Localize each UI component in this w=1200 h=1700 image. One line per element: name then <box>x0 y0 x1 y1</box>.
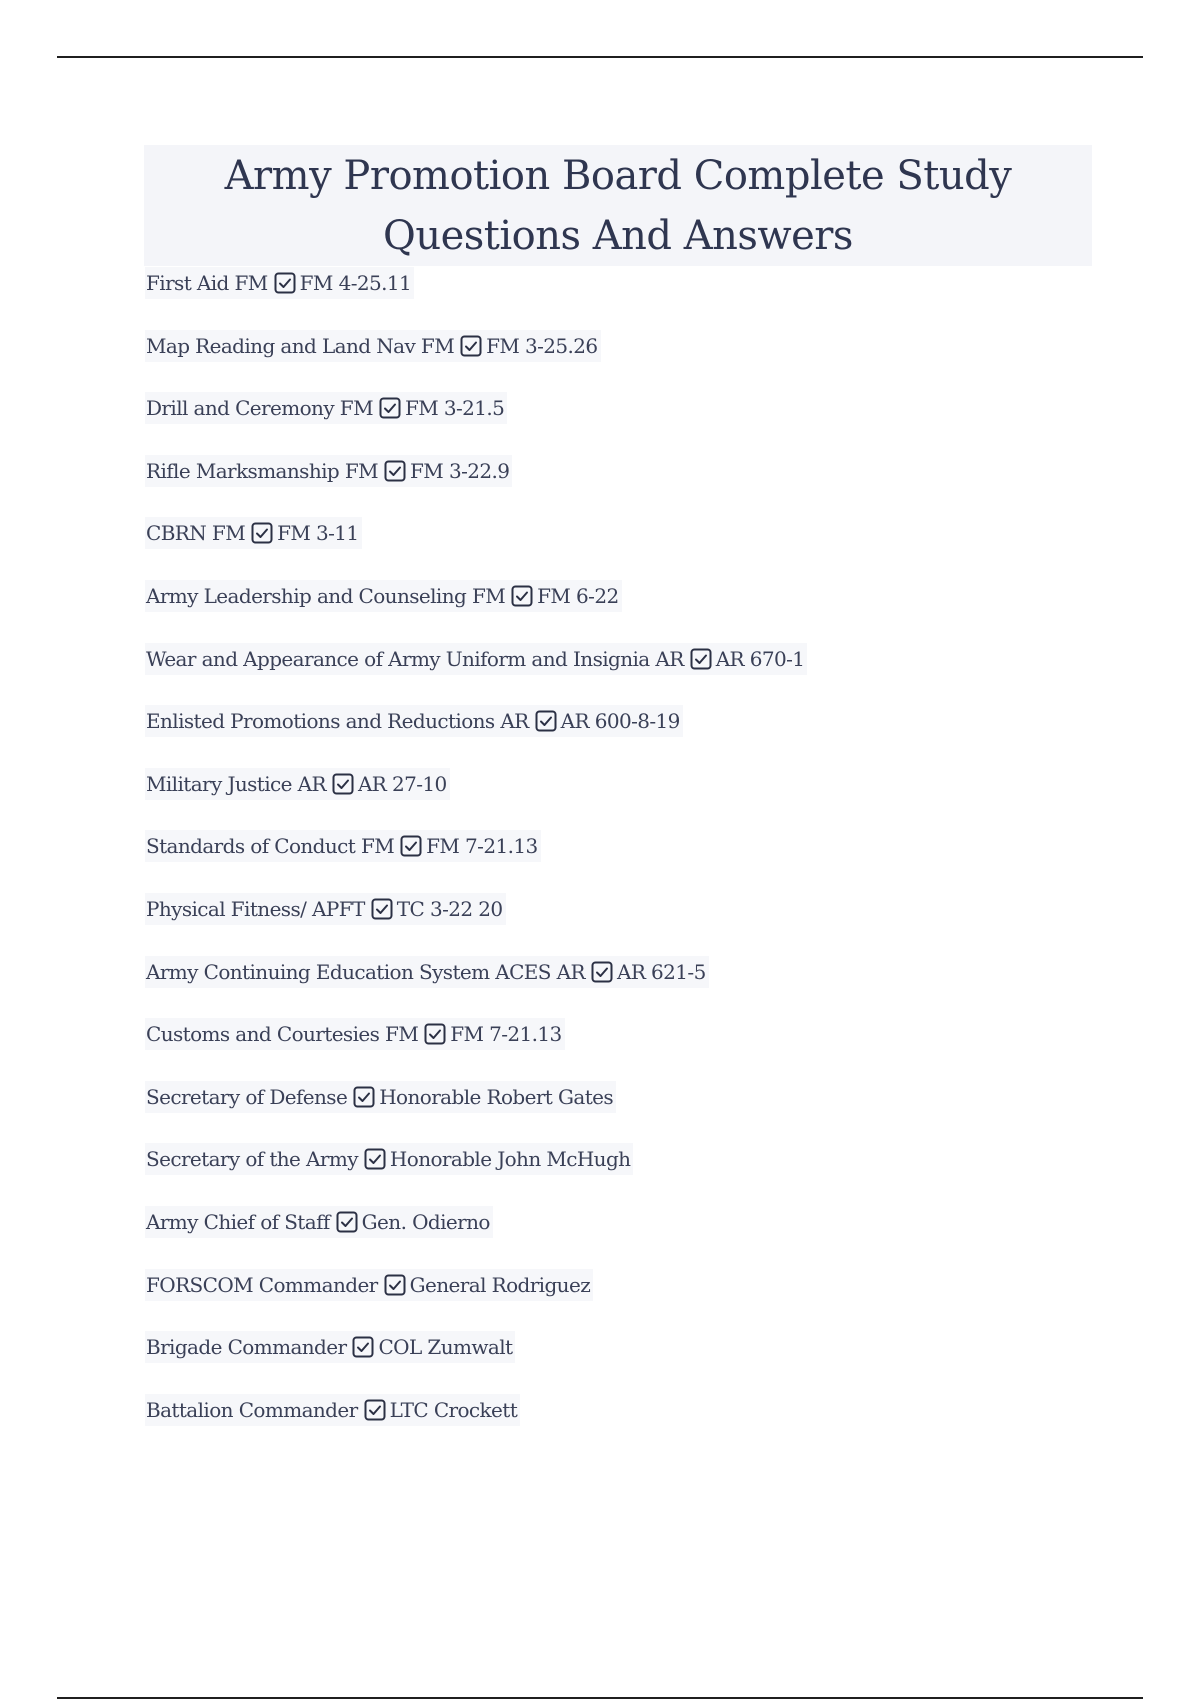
list-item <box>145 1018 807 1081</box>
qa-line <box>145 1143 633 1175</box>
list-item <box>145 1081 807 1144</box>
list-item <box>145 455 807 518</box>
qa-line <box>145 517 362 549</box>
answer-text: FM 4-25.11 <box>299 271 412 295</box>
answer-text: Honorable Robert Gates <box>379 1084 614 1109</box>
document-title: Army Promotion Board Complete Study Questions And Answers <box>224 152 1012 259</box>
qa-line <box>145 267 414 299</box>
question-text: Secretary of Defense <box>146 1084 348 1109</box>
checkbox-checked-icon <box>690 648 712 670</box>
answer-text: COL Zumwalt <box>378 1335 513 1360</box>
list-item <box>145 267 807 330</box>
qa-line <box>145 643 807 675</box>
answer-text: FM 3-22.9 <box>410 458 510 483</box>
checkbox-checked-icon <box>251 522 273 544</box>
qa-line <box>145 956 709 988</box>
qa-line <box>145 330 601 362</box>
qa-line <box>145 455 512 487</box>
checkbox-checked-icon <box>336 1211 358 1233</box>
qa-line <box>145 1206 493 1238</box>
checkbox-checked-icon <box>353 1086 375 1108</box>
qa-line <box>145 392 507 424</box>
checkbox-checked-icon <box>352 1336 374 1358</box>
answer-text: General Rodriguez <box>409 1272 591 1297</box>
checkbox-checked-icon <box>511 585 533 607</box>
question-text: CBRN FM <box>146 521 246 546</box>
checkbox-checked-icon <box>332 773 354 795</box>
answer-text: Honorable John McHugh <box>389 1147 631 1172</box>
question-text: Rifle Marksmanship FM <box>146 458 379 483</box>
checkbox-checked-icon <box>400 835 422 857</box>
qa-line <box>145 1394 520 1426</box>
answer-text: FM 7-21.13 <box>426 834 538 859</box>
question-text: Physical Fitness/ APFT <box>146 896 365 921</box>
list-item <box>145 517 807 580</box>
list-item <box>145 643 807 706</box>
question-text: Wear and Appearance of Army Uniform and Insignia AR <box>146 646 684 671</box>
checkbox-checked-icon <box>371 898 393 920</box>
qa-line <box>145 893 506 925</box>
question-text: Brigade Commander <box>146 1335 347 1360</box>
question-text: Army Continuing Education System ACES AR <box>146 959 585 984</box>
list-item <box>145 1206 807 1269</box>
answer-text: AR 621-5 <box>616 959 706 984</box>
answer-text: LTC Crockett <box>389 1397 518 1422</box>
question-text: Customs and Courtesies FM <box>146 1022 419 1047</box>
answer-text: AR 670-1 <box>715 646 805 671</box>
answer-text: FM 6-22 <box>537 583 619 608</box>
list-item <box>145 1269 807 1332</box>
qa-line <box>145 1331 515 1363</box>
list-item <box>145 1331 807 1394</box>
checkbox-checked-icon <box>384 460 406 482</box>
answer-text: FM 3-21.5 <box>404 396 505 421</box>
answer-text: AR 27-10 <box>357 771 447 796</box>
question-text: First Aid FM <box>146 271 268 295</box>
checkbox-checked-icon <box>274 272 296 294</box>
list-item <box>145 580 807 643</box>
checkbox-checked-icon <box>424 1023 446 1045</box>
answer-text: FM 3-25.26 <box>486 333 598 358</box>
question-text: Standards of Conduct FM <box>146 834 395 859</box>
bottom-rule <box>57 1697 1143 1699</box>
qa-line <box>145 1018 565 1050</box>
checkbox-checked-icon <box>364 1148 386 1170</box>
question-text: Enlisted Promotions and Reductions AR <box>146 709 529 734</box>
list-item <box>145 956 807 1019</box>
list-item <box>145 330 807 393</box>
checkbox-checked-icon <box>364 1399 386 1421</box>
question-text: Drill and Ceremony FM <box>146 396 373 421</box>
list-item <box>145 893 807 956</box>
qa-line <box>145 1081 616 1113</box>
qa-line <box>145 1269 593 1301</box>
list-item <box>145 830 807 893</box>
answer-text: FM 3-11 <box>277 521 359 546</box>
answer-text: TC 3-22 20 <box>396 896 503 921</box>
checkbox-checked-icon <box>460 335 482 357</box>
question-text: Map Reading and Land Nav FM <box>146 333 455 358</box>
list-item <box>145 705 807 768</box>
list-item <box>145 768 807 831</box>
qa-line <box>145 768 450 800</box>
question-text: FORSCOM Commander <box>146 1272 378 1297</box>
question-text: Secretary of the Army <box>146 1147 358 1172</box>
title-block <box>144 145 1092 266</box>
question-text: Military Justice AR <box>146 771 326 796</box>
checkbox-checked-icon <box>384 1274 406 1296</box>
question-text: Army Chief of Staff <box>146 1209 330 1234</box>
checkbox-checked-icon <box>379 397 401 419</box>
qa-line <box>145 830 541 862</box>
question-text: Battalion Commander <box>146 1397 358 1422</box>
top-rule <box>57 56 1143 58</box>
qa-line <box>145 580 622 612</box>
qa-line <box>145 705 683 737</box>
answer-text: AR 600-8-19 <box>560 709 680 734</box>
answer-text: FM 7-21.13 <box>450 1022 562 1047</box>
qa-list <box>145 267 807 1456</box>
checkbox-checked-icon <box>535 710 557 732</box>
list-item <box>145 1394 807 1457</box>
question-text: Army Leadership and Counseling FM <box>146 583 506 608</box>
checkbox-checked-icon <box>591 961 613 983</box>
list-item <box>145 392 807 455</box>
list-item <box>145 1143 807 1206</box>
answer-text: Gen. Odierno <box>361 1209 490 1234</box>
